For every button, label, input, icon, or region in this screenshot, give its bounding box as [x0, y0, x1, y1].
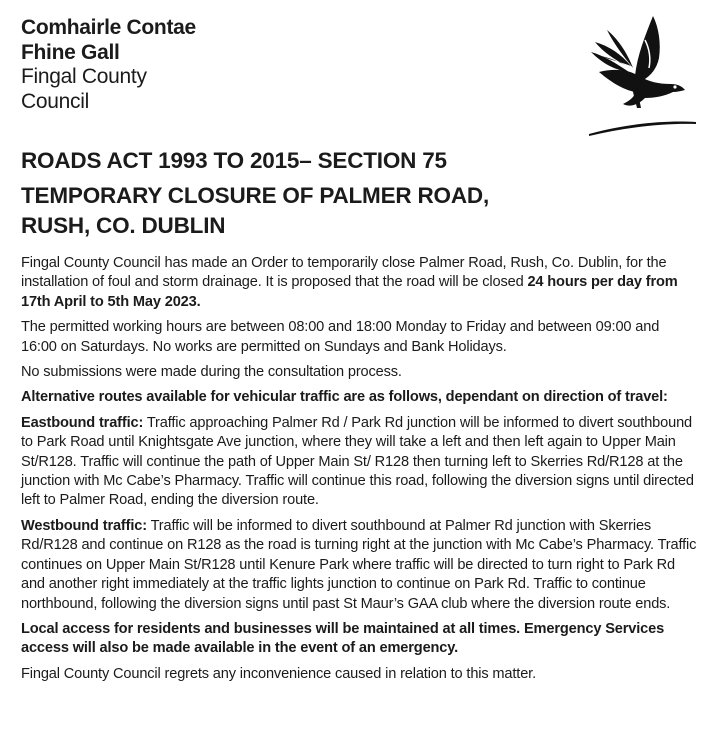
order-text: Fingal County Council has made an Order to temporarily close Palmer Road, Rush, Co. Dublin, for the installation of foul and storm drainage. It is proposed that the road will be closed	[21, 255, 667, 291]
closure-period: 24 hours per day from 17th April to 5th May 2023	[21, 274, 678, 310]
eastbound-text: Traffic approaching Palmer Rd / Park Rd junction will be informed to divert southbound to Park Road until Knightsgate Ave junction, where they will take a left and then left again to Upper Main St/R128. Traffic will continue the path of Upper Main St/ R128 then turning left to Skerries Rd/R128 at the junction with Mc Cabe’s Pharmacy. Traffic will continue this road, following the diversion signs until directed left to Palmer Road, ending the diversion route.	[21, 414, 694, 509]
notice-body	[21, 254, 697, 690]
westbound-label: Westbound traffic:	[21, 517, 147, 534]
westbound-paragraph	[21, 517, 697, 614]
council-name-irish-line2: Fhine Gall	[21, 40, 120, 64]
council-name-english-line1: Fingal County	[21, 65, 147, 88]
alternative-routes-text: Alternative routes available for vehicular traffic are as follows, dependant on direction of travel:	[21, 389, 668, 406]
westbound-text: Traffic will be informed to divert southbound at Palmer Rd junction with Skerries Rd/R128 and continue on R128 as the road is turning right at the junction with Mc Cabe’s Pharmacy. Traffic continues on Upper Main St/R128 until Kenure Park where traffic will be directed to turn right to Park Rd and another right immediately at the traffic lights junction to continue on Park Rd. Traffic to continue northbound, following the diversion signs until past St Maur’s GAA club where the diversion route ends.	[21, 517, 697, 612]
alternative-routes-heading	[21, 388, 697, 407]
eastbound-paragraph	[21, 414, 697, 511]
closure-title-line1: TEMPORARY CLOSURE OF PALMER ROAD,	[21, 183, 489, 208]
act-title: ROADS ACT 1993 TO 2015– SECTION 75	[21, 148, 447, 173]
submissions-paragraph: No submissions were made during the consultation process.	[21, 364, 402, 381]
order-paragraph	[21, 254, 697, 312]
council-name	[21, 16, 196, 114]
local-access-text: Local access for residents and businesses will be maintained at all times. Emergency Services access will also be made available in the event of an emergency.	[21, 620, 665, 657]
working-hours-paragraph: The permitted working hours are between 08:00 and 18:00 Monday to Friday and between 09:00 and 16:00 on Saturdays. No works are permitted on Sundays and Bank Holidays.	[21, 319, 660, 355]
council-name-irish-line1: Comhairle Contae	[21, 16, 196, 39]
fingal-bird-logo-icon	[585, 12, 697, 138]
regret-paragraph: Fingal County Council regrets any inconvenience caused in relation to this matter.	[21, 665, 536, 682]
eastbound-label: Eastbound traffic:	[21, 414, 144, 431]
notice-titles	[21, 146, 691, 241]
closure-title-line2: RUSH, CO. DUBLIN	[21, 213, 226, 238]
council-name-english-line2: Council	[21, 89, 89, 113]
closure-period-end: .	[196, 293, 201, 310]
local-access-paragraph	[21, 620, 697, 659]
